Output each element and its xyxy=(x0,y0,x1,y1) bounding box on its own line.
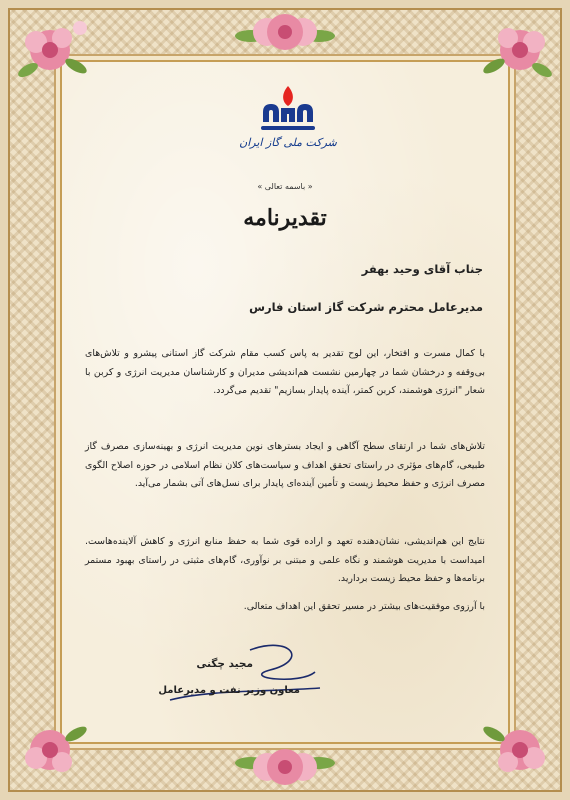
signatory-title: معاون وزیر نفت و مدیرعامل xyxy=(158,685,300,696)
national-iranian-gas-company-logo xyxy=(255,82,321,138)
flower-ornament-icon xyxy=(0,0,110,110)
logo-caption: شرکت ملی گاز ایران xyxy=(239,136,337,149)
flower-ornament-icon xyxy=(460,690,570,800)
flower-ornament-icon xyxy=(0,690,110,800)
recipient-position: مدیرعامل محترم شرکت گاز استان فارس xyxy=(249,300,483,314)
body-paragraph-2: تلاش‌های شما در ارتقای سطح آگاهی و ایجاد بسترهای نوین مدیریت انرژی و بهینه‌سازی مصرف گاز طبیعی، گام‌های مؤثری در راستای تحقق اهداف و سیاست‌های کلان نظام اسلامی در حوزه اصلاح الگوی مصرف انرژی و حفظ محیط زیست و تأمین آینده‌ای پایدار برای نسل‌های آتی بشمار می‌آید. xyxy=(85,441,485,489)
flower-ornament-icon xyxy=(225,0,345,70)
document-title: تقدیرنامه xyxy=(243,205,327,231)
signatory-name: مجید چگنی xyxy=(196,658,253,670)
flower-ornament-icon xyxy=(460,0,570,110)
body-paragraph-3: نتایج این هم‌اندیشی، نشان‌دهنده تعهد و اراده قوی شما به حفظ منابع انرژی و کاهش آلاینده‌هاست. امیداست با مدیریت هوشمند و نگاه علمی و مبتنی بر نوآوری، گام‌های مثبتی در راستای بهبود مستمر برنامه‌ها و حفظ محیط زیست بردارید. xyxy=(85,536,485,584)
flower-ornament-icon xyxy=(225,735,345,800)
invocation: « باسمه تعالی » xyxy=(257,182,313,191)
handwritten-signature xyxy=(150,630,330,710)
recipient-salutation: جناب آقای وحید بهفر xyxy=(361,262,483,276)
body-paragraph-1: با کمال مسرت و افتخار، این لوح تقدیر به پاس کسب مقام شرکت گاز استانی پیشرو و تلاش‌های بی‌وقفه و درخشان شما در چهارمین نشست هم‌اندیشی مدیران و کارشناسان مدیریت انرژی و کربن با شعار "انرژی هوشمند، کربن کمتر، آینده پایدار بسازیم" تقدیم می‌گردد. xyxy=(85,348,485,396)
body-paragraph-4: با آرزوی موفقیت‌های بیشتر در مسیر تحقق این اهداف متعالی. xyxy=(243,601,485,612)
